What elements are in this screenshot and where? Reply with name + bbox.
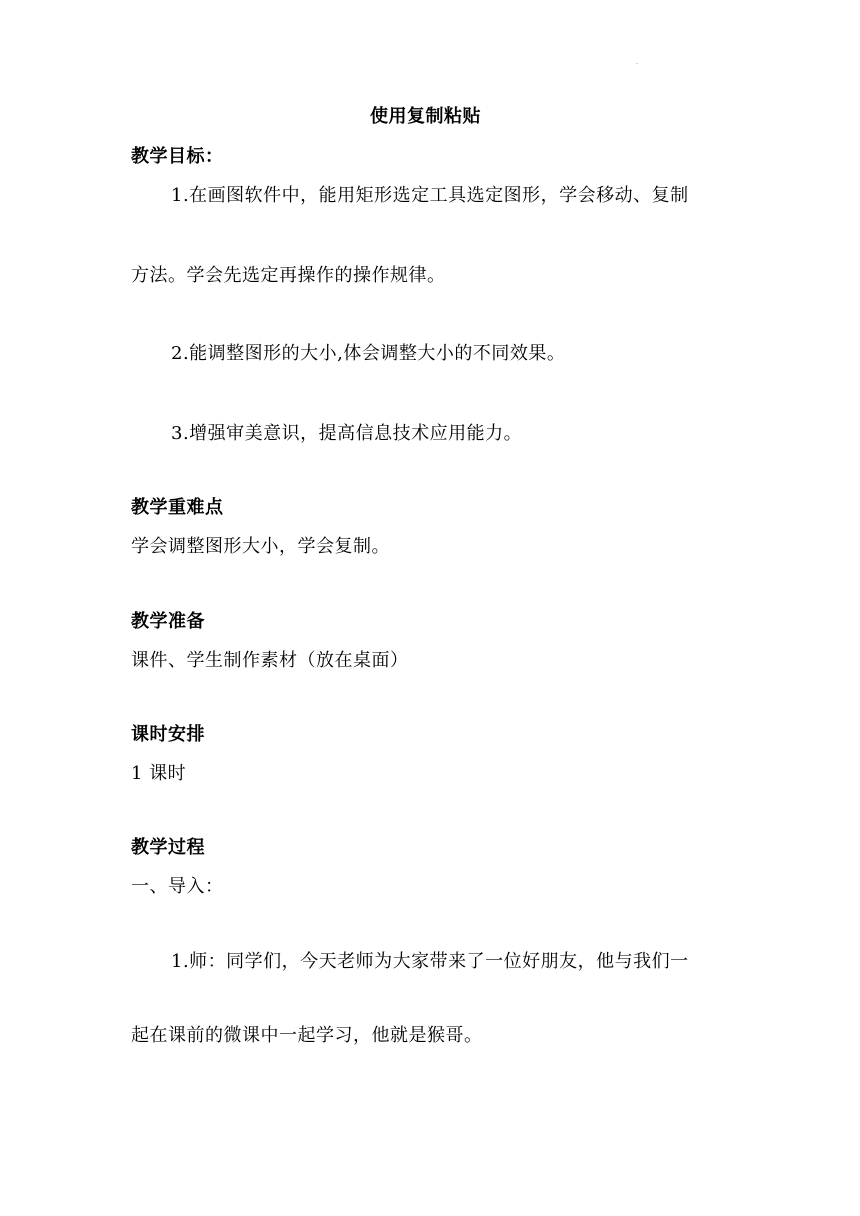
schedule-heading: 课时安排 bbox=[131, 724, 205, 745]
objective-1-line-2: 方法。学会先选定再操作的操作规律。 bbox=[131, 265, 446, 286]
process-heading: 教学过程 bbox=[131, 837, 205, 858]
process-section-1: 一、导入： bbox=[131, 876, 224, 897]
document-title: 使用复制粘贴 bbox=[370, 106, 481, 127]
process-item-1-line-2: 起在课前的微课中一起学习，他就是猴哥。 bbox=[131, 1025, 483, 1046]
schedule-text: 1 课时 bbox=[131, 763, 187, 784]
objective-3: 3.增强审美意识，提高信息技术应用能力。 bbox=[171, 423, 523, 444]
objective-2: 2.能调整图形的大小,体会调整大小的不同效果。 bbox=[171, 343, 566, 364]
preparation-text: 课件、学生制作素材（放在桌面） bbox=[131, 650, 409, 671]
key-points-text: 学会调整图形大小，学会复制。 bbox=[131, 536, 390, 557]
header-mark: . bbox=[636, 59, 638, 66]
preparation-heading: 教学准备 bbox=[131, 611, 205, 632]
key-points-heading: 教学重难点 bbox=[131, 497, 224, 518]
process-item-1-line-1: 1.师：同学们，今天老师为大家带来了一位好朋友，他与我们一 bbox=[171, 951, 689, 972]
objective-1-line-1: 1.在画图软件中，能用矩形选定工具选定图形，学会移动、复制 bbox=[171, 185, 689, 206]
objectives-heading: 教学目标： bbox=[131, 146, 224, 167]
